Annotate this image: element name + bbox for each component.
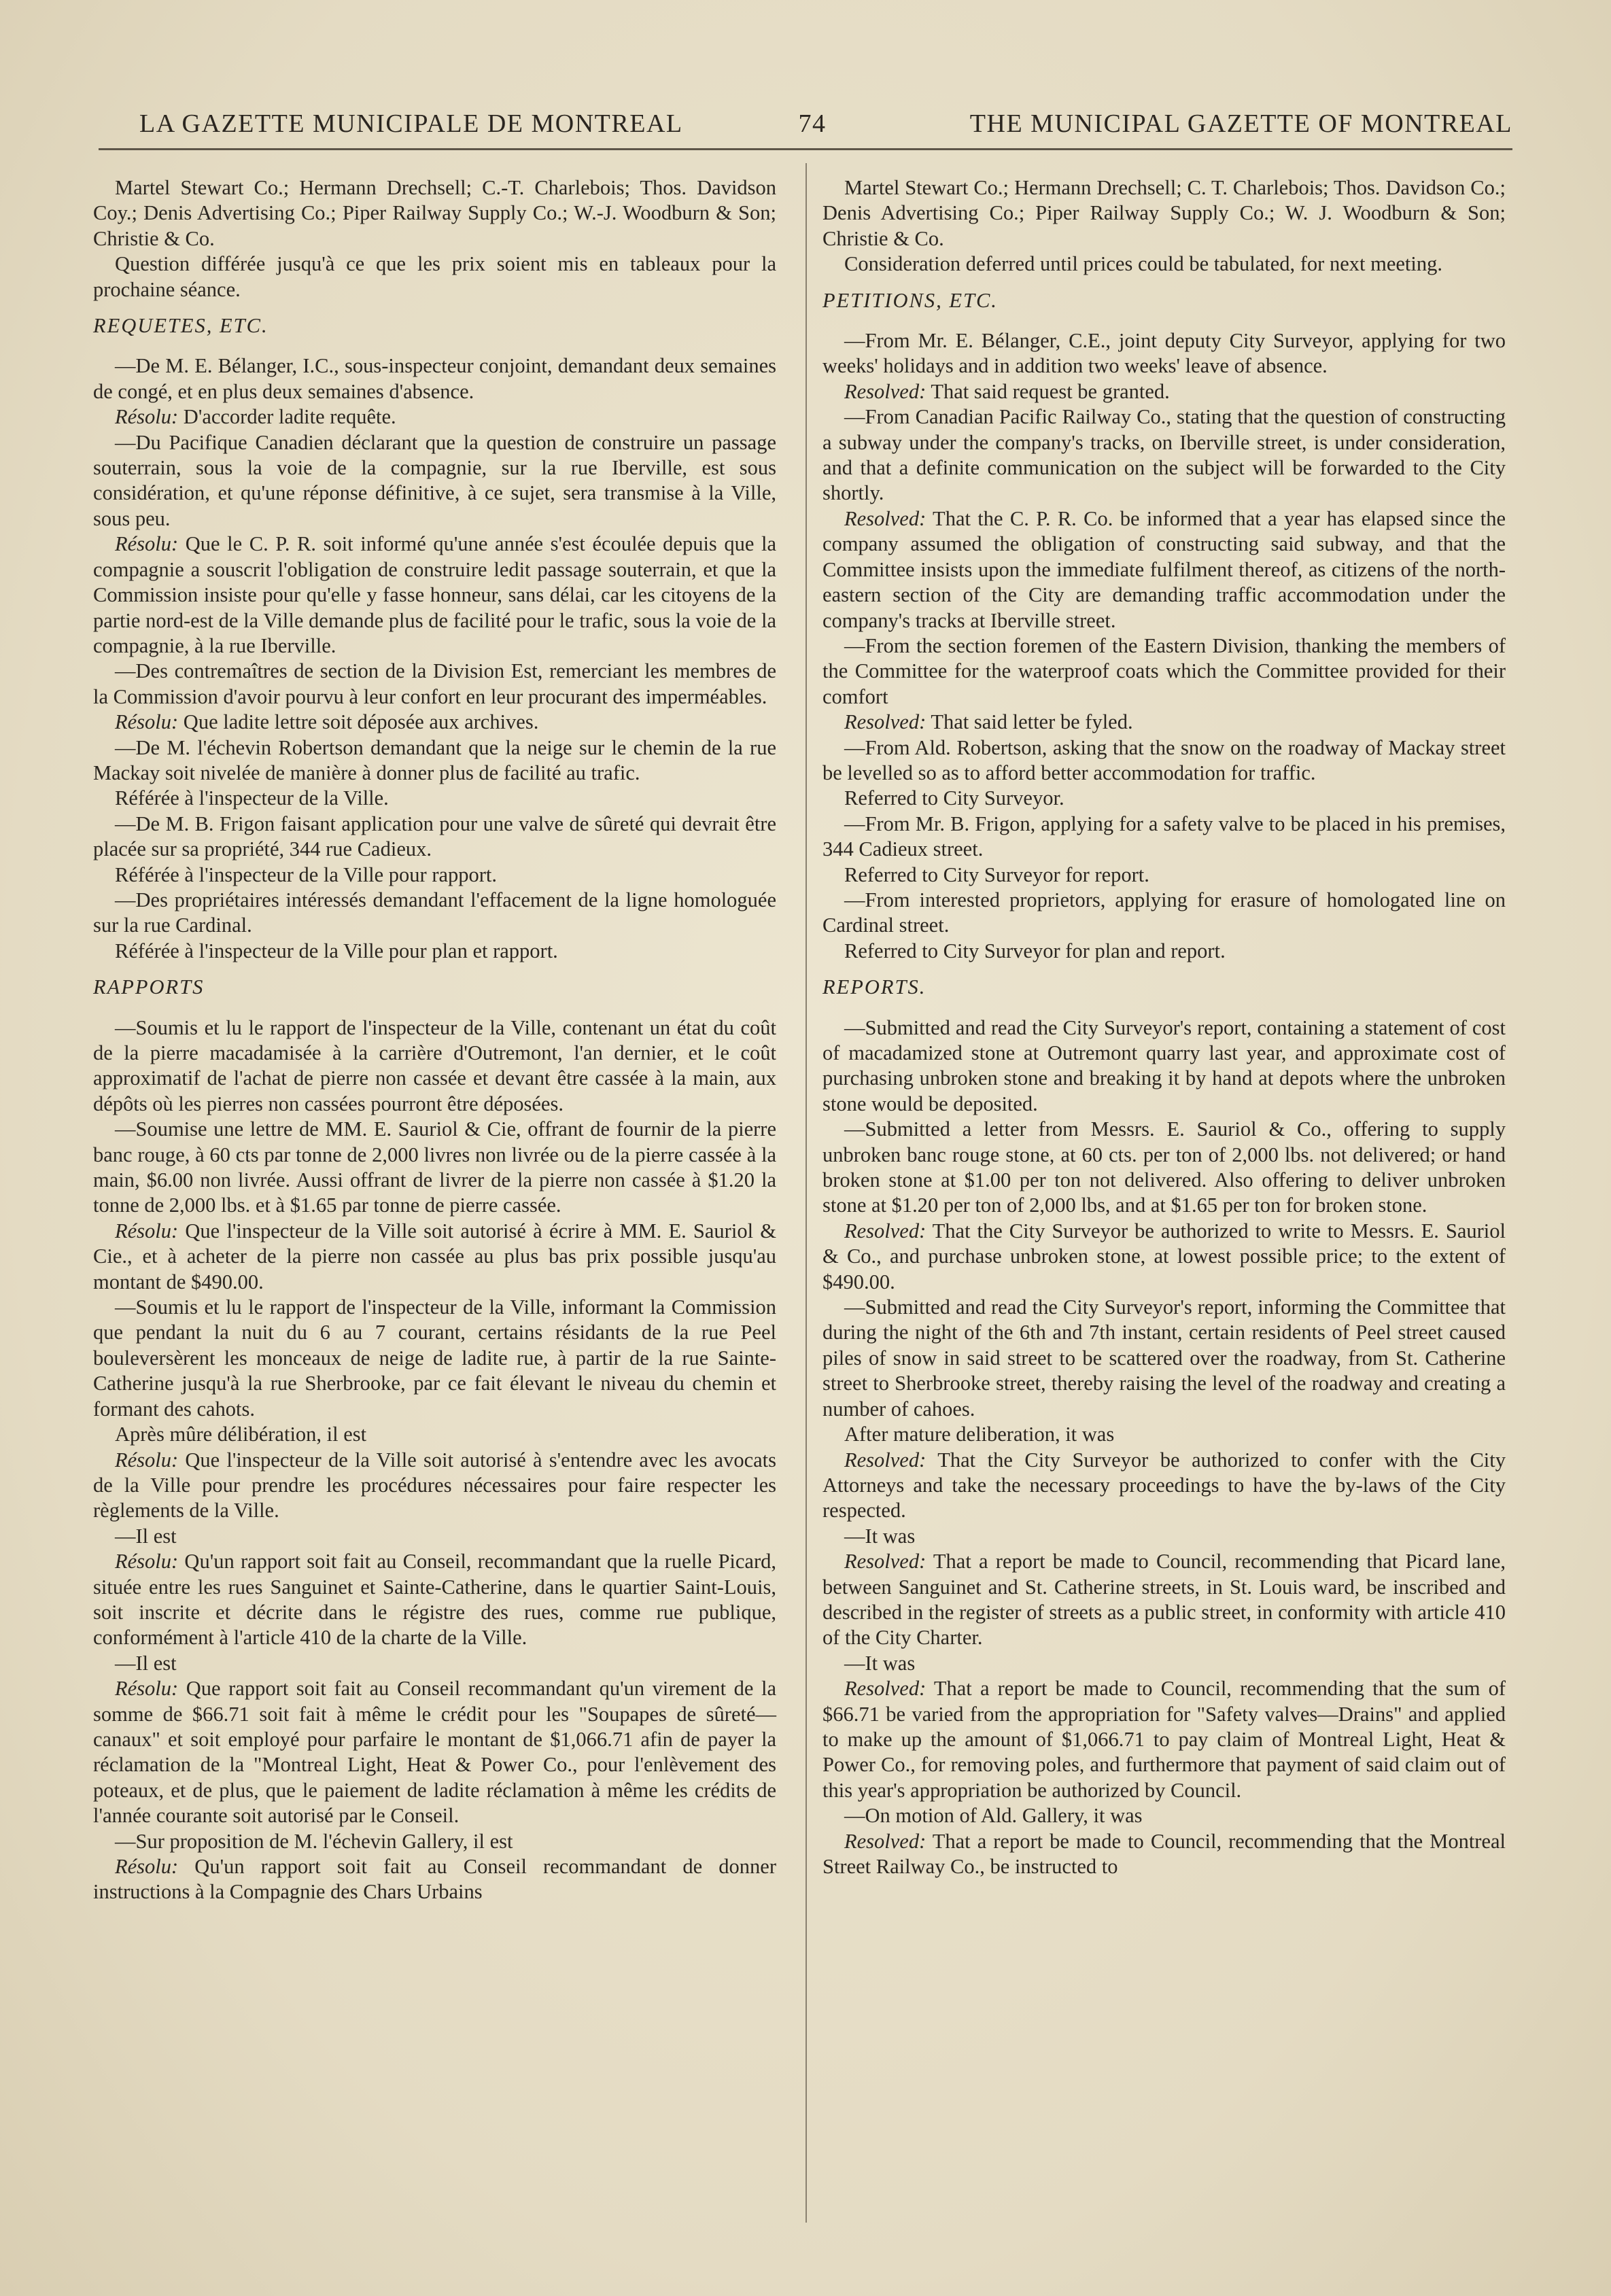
- resolution-text: That the City Surveyor be authorized to confer with the City Attorneys and take the necessary proceedings to have the by-laws of the City respected.: [822, 1448, 1506, 1523]
- paragraph: —Il est: [115, 1524, 177, 1548]
- header-french-title: LA GAZETTE MUNICIPALE DE MONTREAL: [139, 109, 683, 138]
- paragraph: —De M. E. Bélanger, I.C., sous-inspecteur conjoint, demandant deux semaines de congé, et en plus deux semaines d'absence.: [93, 354, 776, 403]
- paragraph: —De M. B. Frigon faisant application pour une valve de sûreté qui devrait être placée sur sa propriété, 344 rue Cadieux.: [93, 812, 776, 861]
- resolution: [822, 1676, 1506, 1803]
- paragraph: Consideration deferred until prices could be tabulated, for next meeting.: [844, 252, 1442, 276]
- resolution-label: Resolved:: [844, 1448, 926, 1472]
- paragraph: —It was: [844, 1524, 916, 1548]
- resolution-text: That the C. P. R. Co. be informed that a year has elapsed since the company assumed the obligation of constructing said subway, and that the Committee insists upon the immediate fulfilment thereof, as citizens of the north-eastern section of the City are demanding traffic accommodation under the company's tracks at Iberville street.: [822, 506, 1506, 632]
- paragraph: —Des propriétaires intéressés demandant l'effacement de la ligne homologuée sur la rue Cardinal.: [93, 888, 776, 937]
- resolution: [822, 1219, 1506, 1295]
- resolution-label: Résolu:: [115, 710, 179, 734]
- resolution: [822, 1829, 1506, 1880]
- resolution: [822, 710, 1506, 735]
- paragraph: —Du Pacifique Canadien déclarant que la question de construire un passage souterrain, sous la voie de la compagnie, sur la rue Iberville, est sous considération, et qu'une réponse définitive, à ce sujet, sera transmise à la Ville, sous peu.: [93, 430, 776, 530]
- paragraph: —De M. l'échevin Robertson demandant que la neige sur le chemin de la rue Mackay soit nivelée de manière à donner plus de facilité au trafic.: [93, 735, 776, 784]
- resolution-label: Resolved:: [844, 379, 926, 403]
- paragraph: —From Canadian Pacific Railway Co., stating that the question of constructing a subway under the company's tracks, on Iberville street, is under consideration, and that a definite communication on the subject will be forwarded to the City shortly.: [822, 405, 1506, 505]
- paragraph: —Des contremaîtres de section de la Division Est, remerciant les membres de la Commission d'avoir pourvu à leur confort en leur procurant des imperméables.: [93, 659, 776, 708]
- resolution-text: That a report be made to Council, recommending that Picard lane, between Sanguinet and St. Catherine streets, in St. Louis ward, be inscribed and described in the register of streets as a public street, in conformity with article 410 of the City Charter.: [822, 1550, 1506, 1650]
- paragraph: —From Mr. B. Frigon, applying for a safety valve to be placed in his premises, 344 Cadieux street.: [822, 812, 1506, 861]
- paragraph: After mature deliberation, it was: [844, 1423, 1115, 1446]
- resolution-text: Que rapport soit fait au Conseil recommandant qu'un virement de la somme de $66.71 soit fait à même le crédit pour les "Soupapes de sûreté—canaux" et soit employé pour parfaire le montant de $1,066.71 afin de payer la réclamation de la "Montreal Light, Heat & Power Co., pour l'enlèvement des poteaux, et de plus, que le paiement de ladite réclamation à même les crédits de l'année courante soit autorisé par le Conseil.: [93, 1677, 776, 1828]
- page-header: [139, 102, 1512, 143]
- resolution-label: Résolu:: [115, 405, 179, 429]
- resolution: [93, 1549, 776, 1651]
- english-column: [822, 175, 1506, 1879]
- resolution-text: That a report be made to Council, recommending that the sum of $66.71 be varied from the appropriation for "Safety valves—Drains" and applied to make up the amount of $1,066.71 to pay claim of Montreal Light, Heat & Power Co., for removing poles, and furthermore that payment of said claim out of this year's appropriation be authorized by Council.: [822, 1677, 1506, 1802]
- paragraph: Référée à l'inspecteur de la Ville.: [115, 786, 389, 810]
- paragraph: —From the section foremen of the Eastern Division, thanking the members of the Committee for the waterproof coats which the Committee provided for their comfort: [822, 633, 1506, 708]
- resolution-label: Resolved:: [844, 1677, 926, 1701]
- paragraph: Référée à l'inspecteur de la Ville pour plan et rapport.: [115, 939, 558, 962]
- paragraph: Referred to City Surveyor for report.: [844, 863, 1149, 886]
- column-divider: [806, 163, 807, 2223]
- section-heading-petitions: PETITIONS, ETC.: [822, 288, 998, 312]
- resolution-text: Qu'un rapport soit fait au Conseil recommandant de donner instructions à la Compagnie des Chars Urbains: [93, 1855, 776, 1904]
- paragraph: —Sur proposition de M. l'échevin Gallery, il est: [115, 1829, 513, 1853]
- resolution-label: Résolu:: [115, 1219, 179, 1242]
- page-number: 74: [798, 109, 827, 138]
- resolution: [93, 1676, 776, 1828]
- resolution-text: D'accorder ladite requête.: [178, 405, 396, 429]
- resolution-text: Qu'un rapport soit fait au Conseil, recommandant que la ruelle Picard, située entre les rues Sanguinet et Sainte-Catherine, dans le quartier Saint-Louis, soit inscrite et décrite dans le régistre des rues, comme rue publique, conformément à l'article 410 de la charte de la Ville.: [93, 1550, 776, 1650]
- paragraph: Après mûre délibération, il est: [115, 1423, 367, 1446]
- paragraph: —Submitted a letter from Messrs. E. Sauriol & Co., offering to supply unbroken banc rouge stone, at 60 cts. per ton of 2,000 lbs. not delivered; or hand broken stone at $1.00 per ton not delivered. Also offering to deliver unbroken stone at $1.20 per ton of 2,000 lbs, and at $1.65 per ton for broken stone.: [822, 1117, 1506, 1217]
- header-english-title: THE MUNICIPAL GAZETTE OF MONTREAL: [969, 109, 1512, 138]
- resolution-text: That said letter be fyled.: [926, 710, 1133, 734]
- resolution: [822, 379, 1506, 404]
- resolution-label: Résolu:: [115, 1550, 179, 1573]
- resolution: [93, 1219, 776, 1295]
- resolution-label: Résolu:: [115, 532, 179, 556]
- paragraph: —Submitted and read the City Surveyor's report, informing the Committee that during the night of the 6th and 7th instant, certain residents of Peel street caused piles of snow in said street to be scattered over the roadway, from St. Catherine street to Sherbrooke street, thereby raising the level of the roadway and creating a number of cahoes.: [822, 1295, 1506, 1421]
- resolution: [93, 532, 776, 659]
- paragraph: Referred to City Surveyor.: [844, 786, 1064, 810]
- paragraph: —Soumise une lettre de MM. E. Sauriol & Cie, offrant de fournir de la pierre banc rouge, à 60 cts par tonne de 2,000 livres non livrée ou de la pierre cassée à la main, $6.00 non livrée. Aussi offrant de livrer de la pierre non cassée à $1.20 la tonne de 2,000 lbs. et à $1.65 par tonne de pierre cassée.: [93, 1117, 776, 1217]
- paragraph: —From Ald. Robertson, asking that the snow on the roadway of Mackay street be levelled so as to afford better accommodation for traffic.: [822, 735, 1506, 784]
- resolution-text: Que ladite lettre soit déposée aux archives.: [178, 710, 539, 734]
- resolution-text: That the City Surveyor be authorized to write to Messrs. E. Sauriol & Co., and purchase unbroken stone, at lowest possible price; to the extent of $490.00.: [822, 1219, 1506, 1293]
- resolution-text: That a report be made to Council, recommending that the Montreal Street Railway Co., be instructed to: [822, 1829, 1506, 1878]
- paragraph: —On motion of Ald. Gallery, it was: [844, 1804, 1143, 1828]
- resolution: [93, 710, 776, 735]
- paragraph: —It was: [844, 1651, 916, 1675]
- section-heading-rapports: RAPPORTS: [93, 975, 205, 999]
- paragraph: Referred to City Surveyor for plan and report.: [844, 939, 1226, 962]
- header-rule: [99, 148, 1512, 150]
- resolution: [822, 506, 1506, 633]
- resolution-label: Résolu:: [115, 1855, 179, 1878]
- resolution: [93, 404, 776, 430]
- resolution-text: Que l'inspecteur de la Ville soit autorisé à écrire à MM. E. Sauriol & Cie., et à acheter de la pierre non cassée au plus bas prix possible jusqu'au montant de $490.00.: [93, 1219, 776, 1293]
- resolution: [822, 1549, 1506, 1651]
- paragraph: —Il est: [115, 1651, 177, 1675]
- french-column: [93, 175, 776, 1905]
- paragraph: —From interested proprietors, applying for erasure of homologated line on Cardinal street.: [822, 888, 1506, 937]
- resolution-label: Résolu:: [115, 1677, 179, 1701]
- paragraph: Martel Stewart Co.; Hermann Drechsell; C. T. Charlebois; Thos. Davidson Co.; Denis Advertising Co.; Piper Railway Supply Co.; W. J. Woodburn & Son; Christie & Co.: [822, 176, 1506, 250]
- resolution-label: Resolved:: [844, 1219, 926, 1242]
- resolution-label: Resolved:: [844, 506, 926, 530]
- resolution-text: Que le C. P. R. soit informé qu'une année s'est écoulée depuis que la compagnie a souscrit l'obligation de construire ledit passage souterrain, et que la Commission insiste pour qu'elle y fasse honneur, sans délai, car les citoyens de la partie nord-est de la Ville demande plus de facilité pour le trafic, sous la voie de la compagnie, à la rue Iberville.: [93, 532, 776, 657]
- section-heading-requetes: REQUETES, ETC.: [93, 314, 268, 338]
- paragraph: —Soumis et lu le rapport de l'inspecteur de la Ville, contenant un état du coût de la pierre macadamisée à la carrière d'Outremont, l'an dernier, et le coût approximatif de l'achat de pierre non cassée et devant être cassée à la main, aux dépôts où les pierres non cassées pourront être déposées.: [93, 1015, 776, 1115]
- paragraph: Question différée jusqu'à ce que les prix soient mis en tableaux pour la prochaine séance.: [93, 252, 776, 301]
- resolution: [93, 1448, 776, 1524]
- resolution-label: Résolu:: [115, 1448, 179, 1472]
- paragraph: Référée à l'inspecteur de la Ville pour rapport.: [115, 863, 498, 886]
- paragraph: Martel Stewart Co.; Hermann Drechsell; C.-T. Charlebois; Thos. Davidson Coy.; Denis Advertising Co.; Piper Railway Supply Co.; W.-J. Woodburn & Son; Christie & Co.: [93, 176, 776, 250]
- resolution-text: Que l'inspecteur de la Ville soit autorisé à s'entendre avec les avocats de la Ville pour prendre les procédures nécessaires pour faire respecter les règlements de la Ville.: [93, 1448, 776, 1523]
- resolution-label: Resolved:: [844, 1550, 926, 1573]
- resolution-text: That said request be granted.: [926, 379, 1170, 403]
- paragraph: —Soumis et lu le rapport de l'inspecteur de la Ville, informant la Commission que pendant la nuit du 6 au 7 courant, certains résidants de la rue Peel bouleversèrent les monceaux de neige de ladite rue, à partir de la rue Sainte-Catherine jusqu'à la rue Sherbrooke, par ce fait élevant le niveau du chemin et formant des cahots.: [93, 1295, 776, 1421]
- resolution: [93, 1854, 776, 1905]
- section-heading-reports: REPORTS.: [822, 975, 926, 999]
- resolution-label: Resolved:: [844, 1829, 926, 1853]
- paragraph: —From Mr. E. Bélanger, C.E., joint deputy City Surveyor, applying for two weeks' holidays and in addition two weeks' leave of absence.: [822, 329, 1506, 378]
- resolution: [822, 1448, 1506, 1524]
- resolution-label: Resolved:: [844, 710, 926, 734]
- paragraph: —Submitted and read the City Surveyor's report, containing a statement of cost of macadamized stone at Outremont quarry last year, and approximate cost of purchasing unbroken stone and breaking it by hand at depots where the unbroken stone would be deposited.: [822, 1015, 1506, 1115]
